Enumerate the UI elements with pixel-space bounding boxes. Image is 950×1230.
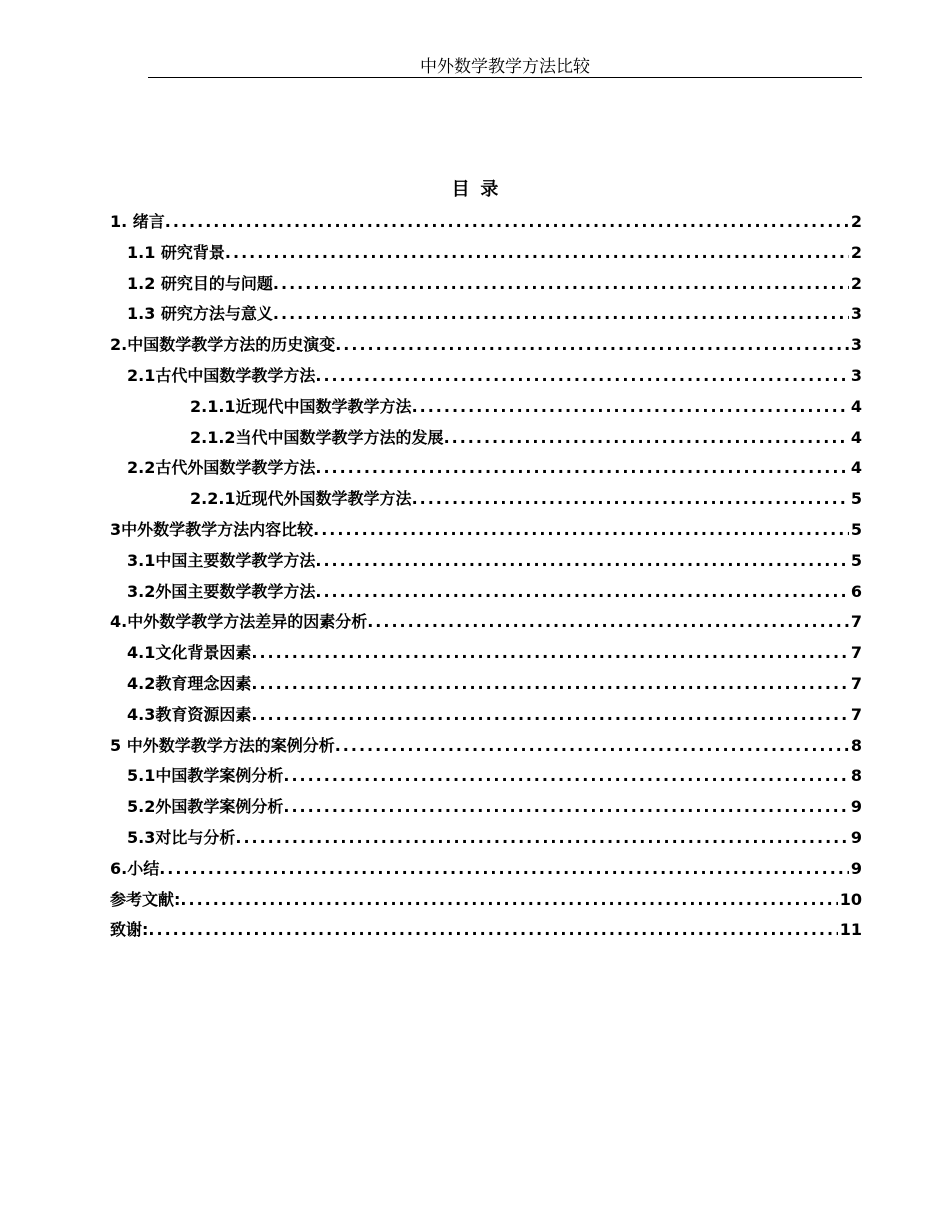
toc-entry-page: 6	[850, 581, 862, 601]
toc-entry-page: 7	[850, 612, 862, 632]
toc-entry[interactable]	[110, 761, 862, 792]
toc-entry[interactable]	[110, 823, 862, 854]
toc-title: 目录	[451, 179, 510, 200]
toc-entry-label: 2.中国数学教学方法的历史演变	[110, 335, 336, 355]
toc-entry-page: 4	[850, 396, 862, 416]
toc-entry-page: 8	[850, 735, 862, 755]
toc-entry[interactable]	[110, 453, 862, 484]
toc-entry[interactable]	[110, 607, 862, 638]
toc-entry-page: 7	[850, 673, 862, 693]
toc-dot-leader	[315, 361, 849, 392]
toc-entry-label: 1.1 研究背景	[127, 242, 225, 262]
toc-dot-leader	[283, 792, 849, 823]
toc-entry[interactable]	[110, 792, 862, 823]
toc-entry-page: 9	[850, 827, 862, 847]
toc-entry-label: 4.2教育理念因素	[127, 673, 252, 693]
toc-entry-page: 8	[850, 766, 862, 786]
toc-entry[interactable]	[110, 238, 862, 269]
toc-entry[interactable]	[110, 392, 862, 423]
toc-entry-label: 4.1文化背景因素	[127, 643, 252, 663]
toc-entry[interactable]	[110, 361, 862, 392]
table-of-contents	[110, 207, 862, 946]
toc-dot-leader	[273, 269, 849, 300]
toc-dot-leader	[313, 515, 849, 546]
toc-entry-label: 2.2.1近现代外国数学教学方法	[190, 489, 412, 509]
toc-dot-leader	[165, 207, 849, 238]
toc-dot-leader	[148, 915, 837, 946]
toc-entry-label: 4.3教育资源因素	[127, 704, 252, 724]
toc-entry[interactable]	[110, 854, 862, 885]
toc-dot-leader	[412, 392, 849, 423]
toc-dot-leader	[251, 669, 849, 700]
toc-entry-label: 1. 绪言	[110, 212, 165, 231]
toc-entry-page: 3	[850, 304, 862, 324]
toc-dot-leader	[444, 423, 849, 454]
toc-entry-label: 6.小结	[110, 858, 160, 878]
toc-entry-page: 2	[850, 212, 862, 231]
toc-entry-page: 10	[839, 889, 862, 909]
toc-entry-page: 9	[850, 797, 862, 817]
toc-dot-leader	[251, 638, 849, 669]
toc-entry-label: 致谢:	[110, 920, 149, 940]
toc-entry[interactable]	[110, 669, 862, 700]
toc-entry-page: 2	[850, 242, 862, 262]
toc-dot-leader	[225, 238, 849, 269]
header-rule	[148, 77, 862, 78]
toc-entry[interactable]	[110, 423, 862, 454]
toc-entry-label: 5 中外数学教学方法的案例分析	[110, 735, 335, 755]
toc-dot-leader	[412, 484, 849, 515]
toc-dot-leader	[180, 885, 837, 916]
toc-dot-leader	[235, 823, 849, 854]
toc-entry-label: 3.1中国主要数学教学方法	[127, 550, 316, 570]
toc-entry-label: 5.2外国教学案例分析	[127, 797, 284, 817]
toc-entry-page: 4	[850, 427, 862, 447]
toc-entry[interactable]	[110, 207, 862, 238]
toc-entry-page: 11	[839, 920, 862, 940]
toc-entry[interactable]	[110, 546, 862, 577]
toc-entry-page: 3	[850, 335, 862, 355]
toc-entry-label: 3.2外国主要数学教学方法	[127, 581, 316, 601]
toc-entry[interactable]	[110, 885, 862, 916]
toc-entry-label: 5.3对比与分析	[127, 827, 236, 847]
toc-dot-leader	[251, 700, 849, 731]
toc-entry-label: 2.1古代中国数学教学方法	[127, 365, 316, 385]
toc-entry-label: 4.中外数学教学方法差异的因素分析	[110, 612, 368, 632]
toc-entry[interactable]	[110, 484, 862, 515]
toc-entry[interactable]	[110, 915, 862, 946]
toc-entry-page: 9	[850, 858, 862, 878]
toc-entry[interactable]	[110, 577, 862, 608]
toc-entry-page: 2	[850, 273, 862, 293]
toc-entry[interactable]	[110, 700, 862, 731]
toc-entry-label: 1.3 研究方法与意义	[127, 304, 273, 324]
toc-entry-page: 5	[850, 550, 862, 570]
toc-entry-page: 7	[850, 704, 862, 724]
toc-dot-leader	[315, 453, 849, 484]
toc-entry-page: 3	[850, 365, 862, 385]
toc-entry-page: 7	[850, 643, 862, 663]
toc-entry-label: 3中外数学教学方法内容比较	[110, 519, 314, 539]
toc-entry-label: 2.2古代外国数学教学方法	[127, 458, 316, 478]
toc-dot-leader	[315, 577, 849, 608]
toc-dot-leader	[335, 330, 849, 361]
toc-entry[interactable]	[110, 299, 862, 330]
toc-entry-label: 1.2 研究目的与问题	[127, 273, 273, 293]
toc-dot-leader	[367, 607, 849, 638]
toc-entry[interactable]	[110, 638, 862, 669]
toc-dot-leader	[273, 299, 849, 330]
toc-entry[interactable]	[110, 269, 862, 300]
toc-entry-label: 5.1中国教学案例分析	[127, 766, 284, 786]
toc-entry-page: 5	[850, 519, 862, 539]
toc-entry[interactable]	[110, 515, 862, 546]
toc-dot-leader	[335, 731, 849, 762]
toc-entry-page: 5	[850, 489, 862, 509]
toc-entry[interactable]	[110, 330, 862, 361]
toc-dot-leader	[159, 854, 849, 885]
running-header: 中外数学教学方法比较	[420, 57, 590, 77]
toc-entry-label: 参考文献:	[110, 889, 181, 909]
toc-dot-leader	[283, 761, 849, 792]
toc-entry-label: 2.1.1近现代中国数学教学方法	[190, 396, 412, 416]
toc-entry-label: 2.1.2当代中国数学教学方法的发展	[190, 427, 444, 447]
toc-dot-leader	[315, 546, 849, 577]
toc-entry[interactable]	[110, 731, 862, 762]
toc-entry-page: 4	[850, 458, 862, 478]
